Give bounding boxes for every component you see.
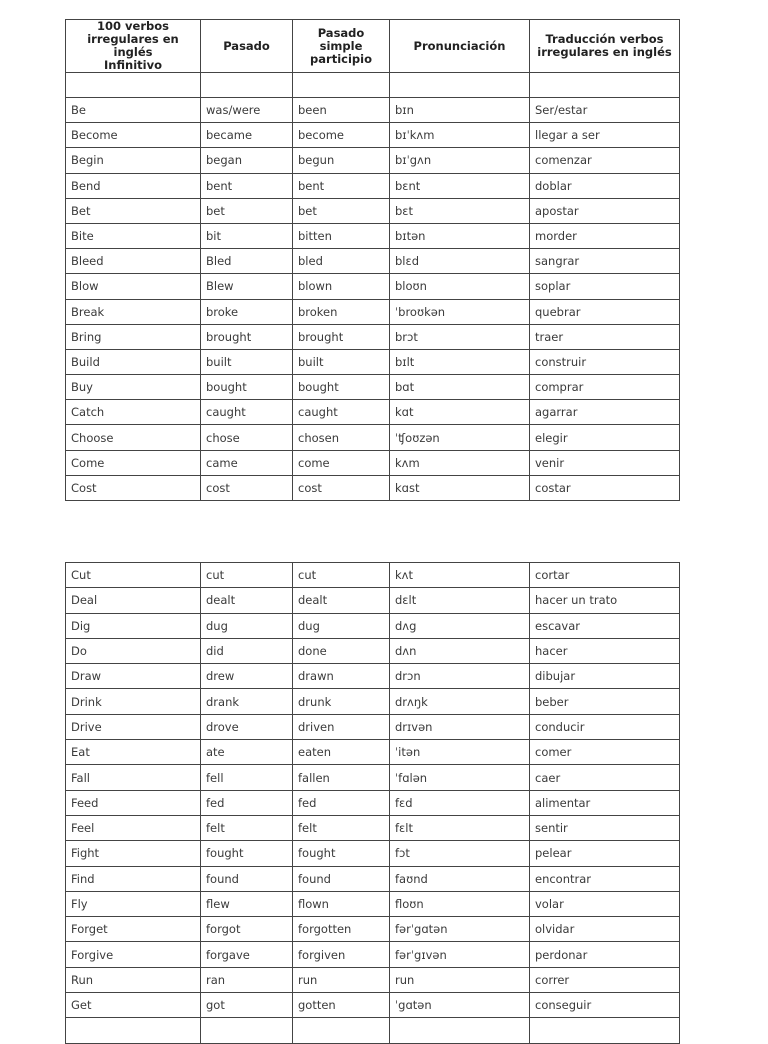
infinitive-cell: Drive — [66, 714, 201, 739]
pronunciation-cell: bɪn — [390, 98, 530, 123]
pronunciation-cell: ˈʧoʊzən — [390, 425, 530, 450]
header-pasado: Pasado — [201, 20, 293, 73]
past-cell: was/were — [201, 98, 293, 123]
translation-cell: comprar — [530, 375, 680, 400]
table-row — [66, 425, 680, 450]
pronunciation-cell: fərˈgɪvən — [390, 942, 530, 967]
translation-cell: sangrar — [530, 249, 680, 274]
past-cell: flew — [201, 891, 293, 916]
header-row — [66, 20, 680, 73]
header-infinitivo — [66, 20, 201, 73]
pronunciation-cell: fɔt — [390, 841, 530, 866]
past-cell: dug — [201, 613, 293, 638]
pronunciation-cell: kɑt — [390, 400, 530, 425]
table-row — [66, 613, 680, 638]
translation-cell: morder — [530, 223, 680, 248]
table-row — [66, 223, 680, 248]
header-infinitivo-line2: inglés — [113, 45, 153, 59]
infinitive-cell: Cut — [66, 563, 201, 588]
table-row — [66, 274, 680, 299]
participle-cell: fought — [293, 841, 390, 866]
participle-cell: gotten — [293, 993, 390, 1018]
infinitive-cell: Run — [66, 967, 201, 992]
infinitive-cell: Drink — [66, 689, 201, 714]
table-row — [66, 324, 680, 349]
pronunciation-cell: kɑst — [390, 475, 530, 500]
header-traduccion: Traducción verbos irregulares en inglés — [530, 20, 680, 73]
table-row — [66, 1018, 680, 1043]
pronunciation-cell: kʌm — [390, 450, 530, 475]
past-cell: ate — [201, 740, 293, 765]
table-row — [66, 917, 680, 942]
participle-cell: brought — [293, 324, 390, 349]
infinitive-cell: Find — [66, 866, 201, 891]
infinitive-cell: Choose — [66, 425, 201, 450]
table-row — [66, 790, 680, 815]
translation-cell: doblar — [530, 173, 680, 198]
past-cell: drank — [201, 689, 293, 714]
participle-cell: chosen — [293, 425, 390, 450]
header-infinitivo-line3: Infinitivo — [104, 58, 162, 72]
translation-cell: hacer un trato — [530, 588, 680, 613]
translation-cell: venir — [530, 450, 680, 475]
pronunciation-cell: ˈgɑtən — [390, 993, 530, 1018]
pronunciation-cell: dʌg — [390, 613, 530, 638]
pronunciation-cell: run — [390, 967, 530, 992]
past-cell: cost — [201, 475, 293, 500]
past-cell: forgave — [201, 942, 293, 967]
infinitive-cell: Bleed — [66, 249, 201, 274]
translation-cell: perdonar — [530, 942, 680, 967]
pronunciation-cell: fɛd — [390, 790, 530, 815]
infinitive-cell: Blow — [66, 274, 201, 299]
infinitive-cell: Bet — [66, 198, 201, 223]
infinitive-cell: Cost — [66, 475, 201, 500]
participle-cell: dug — [293, 613, 390, 638]
infinitive-cell: Buy — [66, 375, 201, 400]
header-participio: Pasado simple participio — [293, 20, 390, 73]
infinitive-cell: Draw — [66, 664, 201, 689]
translation-cell: quebrar — [530, 299, 680, 324]
past-cell: found — [201, 866, 293, 891]
past-cell: built — [201, 349, 293, 374]
translation-cell: comenzar — [530, 148, 680, 173]
table-row — [66, 349, 680, 374]
past-cell: chose — [201, 425, 293, 450]
infinitive-cell: Bite — [66, 223, 201, 248]
participle-cell: bought — [293, 375, 390, 400]
table-row — [66, 638, 680, 663]
past-cell: felt — [201, 815, 293, 840]
pronunciation-cell: floʊn — [390, 891, 530, 916]
participle-cell: bled — [293, 249, 390, 274]
translation-cell: cortar — [530, 563, 680, 588]
table-row — [66, 450, 680, 475]
past-cell: broke — [201, 299, 293, 324]
past-cell: Bled — [201, 249, 293, 274]
infinitive-cell: Feed — [66, 790, 201, 815]
infinitive-cell: Dig — [66, 613, 201, 638]
past-cell: ran — [201, 967, 293, 992]
verbs-table-1 — [65, 19, 680, 501]
blank-cell — [66, 73, 201, 98]
past-cell: caught — [201, 400, 293, 425]
participle-cell: blown — [293, 274, 390, 299]
participle-cell: drunk — [293, 689, 390, 714]
blank-cell — [201, 73, 293, 98]
table-row — [66, 891, 680, 916]
past-cell: got — [201, 993, 293, 1018]
pronunciation-cell: kʌt — [390, 563, 530, 588]
pronunciation-cell: bɪˈgʌn — [390, 148, 530, 173]
participle-cell: done — [293, 638, 390, 663]
infinitive-cell: Eat — [66, 740, 201, 765]
header-pronunciacion: Pronunciación — [390, 20, 530, 73]
pronunciation-cell: ˈitən — [390, 740, 530, 765]
translation-cell: beber — [530, 689, 680, 714]
pronunciation-cell: bɪtən — [390, 223, 530, 248]
translation-cell: hacer — [530, 638, 680, 663]
translation-cell: construir — [530, 349, 680, 374]
past-cell: fought — [201, 841, 293, 866]
infinitive-cell: Break — [66, 299, 201, 324]
past-cell: bought — [201, 375, 293, 400]
participle-cell: been — [293, 98, 390, 123]
table-row — [66, 765, 680, 790]
infinitive-cell: Fall — [66, 765, 201, 790]
table-row — [66, 400, 680, 425]
participle-cell: found — [293, 866, 390, 891]
past-cell: dealt — [201, 588, 293, 613]
table-row — [66, 375, 680, 400]
past-cell: fed — [201, 790, 293, 815]
past-cell: Blew — [201, 274, 293, 299]
table-row — [66, 148, 680, 173]
past-cell: began — [201, 148, 293, 173]
table-row — [66, 123, 680, 148]
translation-cell: sentir — [530, 815, 680, 840]
participle-cell: fallen — [293, 765, 390, 790]
participle-cell: built — [293, 349, 390, 374]
past-cell: bet — [201, 198, 293, 223]
past-cell: drove — [201, 714, 293, 739]
translation-cell: llegar a ser — [530, 123, 680, 148]
table-row — [66, 249, 680, 274]
table-row — [66, 98, 680, 123]
participle-cell: fed — [293, 790, 390, 815]
infinitive-cell: Bring — [66, 324, 201, 349]
participle-cell: become — [293, 123, 390, 148]
translation-cell: conducir — [530, 714, 680, 739]
infinitive-cell: Fly — [66, 891, 201, 916]
participle-cell: come — [293, 450, 390, 475]
participle-cell: drawn — [293, 664, 390, 689]
pronunciation-cell: fərˈgɑtən — [390, 917, 530, 942]
pronunciation-cell: bloʊn — [390, 274, 530, 299]
translation-cell — [530, 1018, 680, 1043]
participle-cell: bet — [293, 198, 390, 223]
table-row — [66, 689, 680, 714]
translation-cell: encontrar — [530, 866, 680, 891]
infinitive-cell: Deal — [66, 588, 201, 613]
pronunciation-cell — [390, 1018, 530, 1043]
pronunciation-cell: bɪˈkʌm — [390, 123, 530, 148]
pronunciation-cell: blɛd — [390, 249, 530, 274]
infinitive-cell: Forget — [66, 917, 201, 942]
pronunciation-cell: fɛlt — [390, 815, 530, 840]
translation-cell: apostar — [530, 198, 680, 223]
blank-row — [66, 73, 680, 98]
verbs-table-2 — [65, 562, 680, 1044]
table-row — [66, 967, 680, 992]
header-infinitivo-line1: 100 verbos irregulares en — [87, 19, 179, 46]
participle-cell: caught — [293, 400, 390, 425]
table-row — [66, 714, 680, 739]
table-row — [66, 740, 680, 765]
table-row — [66, 664, 680, 689]
translation-cell: dibujar — [530, 664, 680, 689]
table-row — [66, 475, 680, 500]
translation-cell: soplar — [530, 274, 680, 299]
infinitive-cell: Fight — [66, 841, 201, 866]
table-row — [66, 299, 680, 324]
past-cell: came — [201, 450, 293, 475]
participle-cell: bitten — [293, 223, 390, 248]
translation-cell: comer — [530, 740, 680, 765]
translation-cell: conseguir — [530, 993, 680, 1018]
infinitive-cell: Get — [66, 993, 201, 1018]
table-row — [66, 173, 680, 198]
table-row — [66, 942, 680, 967]
participle-cell: cut — [293, 563, 390, 588]
past-cell: bit — [201, 223, 293, 248]
infinitive-cell: Bend — [66, 173, 201, 198]
blank-cell — [293, 73, 390, 98]
infinitive-cell: Feel — [66, 815, 201, 840]
infinitive-cell: Catch — [66, 400, 201, 425]
pronunciation-cell: ˈbroʊkən — [390, 299, 530, 324]
table-row — [66, 588, 680, 613]
infinitive-cell: Come — [66, 450, 201, 475]
pronunciation-cell: brɔt — [390, 324, 530, 349]
table-row — [66, 993, 680, 1018]
translation-cell: escavar — [530, 613, 680, 638]
past-cell: fell — [201, 765, 293, 790]
past-cell: cut — [201, 563, 293, 588]
pronunciation-cell: bɪlt — [390, 349, 530, 374]
translation-cell: traer — [530, 324, 680, 349]
table-row — [66, 815, 680, 840]
past-cell: bent — [201, 173, 293, 198]
participle-cell: dealt — [293, 588, 390, 613]
pronunciation-cell: faʊnd — [390, 866, 530, 891]
infinitive-cell: Do — [66, 638, 201, 663]
infinitive-cell: Become — [66, 123, 201, 148]
translation-cell: volar — [530, 891, 680, 916]
translation-cell: Ser/estar — [530, 98, 680, 123]
participle-cell: begun — [293, 148, 390, 173]
translation-cell: elegir — [530, 425, 680, 450]
translation-cell: caer — [530, 765, 680, 790]
participle-cell: eaten — [293, 740, 390, 765]
participle-cell: bent — [293, 173, 390, 198]
past-cell: drew — [201, 664, 293, 689]
participle-cell: cost — [293, 475, 390, 500]
participle-cell — [293, 1018, 390, 1043]
pronunciation-cell: drʌŋk — [390, 689, 530, 714]
past-cell: became — [201, 123, 293, 148]
translation-cell: alimentar — [530, 790, 680, 815]
participle-cell: broken — [293, 299, 390, 324]
table-row — [66, 841, 680, 866]
participle-cell: flown — [293, 891, 390, 916]
participle-cell: driven — [293, 714, 390, 739]
pronunciation-cell: dʌn — [390, 638, 530, 663]
pronunciation-cell: bɑt — [390, 375, 530, 400]
table-row — [66, 866, 680, 891]
pronunciation-cell: bɛnt — [390, 173, 530, 198]
infinitive-cell: Build — [66, 349, 201, 374]
translation-cell: correr — [530, 967, 680, 992]
participle-cell: felt — [293, 815, 390, 840]
translation-cell: agarrar — [530, 400, 680, 425]
table-row — [66, 198, 680, 223]
translation-cell: olvidar — [530, 917, 680, 942]
table-row — [66, 563, 680, 588]
infinitive-cell: Forgive — [66, 942, 201, 967]
pronunciation-cell: ˈfɑlən — [390, 765, 530, 790]
past-cell: did — [201, 638, 293, 663]
blank-cell — [390, 73, 530, 98]
pronunciation-cell: drɔn — [390, 664, 530, 689]
participle-cell: forgotten — [293, 917, 390, 942]
infinitive-cell: Be — [66, 98, 201, 123]
translation-cell: costar — [530, 475, 680, 500]
participle-cell: run — [293, 967, 390, 992]
past-cell — [201, 1018, 293, 1043]
blank-cell — [530, 73, 680, 98]
past-cell: brought — [201, 324, 293, 349]
pronunciation-cell: drɪvən — [390, 714, 530, 739]
infinitive-cell — [66, 1018, 201, 1043]
infinitive-cell: Begin — [66, 148, 201, 173]
participle-cell: forgiven — [293, 942, 390, 967]
pronunciation-cell: dɛlt — [390, 588, 530, 613]
past-cell: forgot — [201, 917, 293, 942]
translation-cell: pelear — [530, 841, 680, 866]
pronunciation-cell: bɛt — [390, 198, 530, 223]
